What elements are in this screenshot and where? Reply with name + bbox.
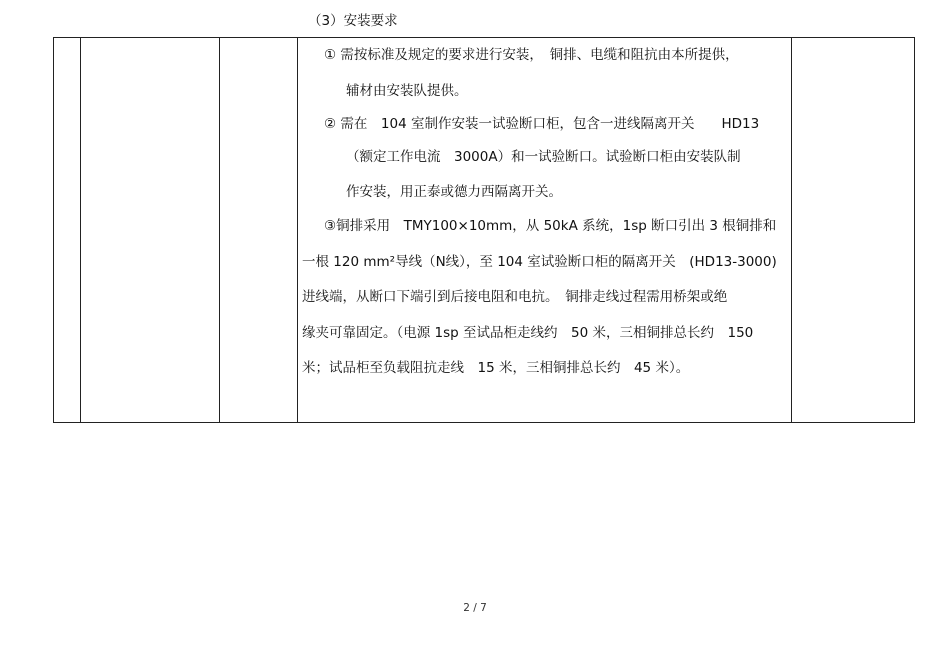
requirement-item-1: ① 需按标准及规定的要求进行安装， 铜排、电缆和阻抗由本所提供， — [324, 47, 739, 63]
requirement-item-3-continued: 一根 120 mm²导线（N线），至 104 室试验断口柜的隔离开关 (HD13-3000) — [302, 254, 777, 270]
requirement-item-1-continued: 辅材由安装队提供。 — [346, 83, 468, 99]
table-column-divider — [80, 38, 81, 422]
requirement-item-2-continued: （额定工作电流 3000A）和一试验断口。试验断口柜由安装队制 — [346, 149, 741, 165]
requirement-item-3-continued: 进线端，从断口下端引到后接电阻和电抗。 铜排走线过程需用桥架或绝 — [302, 289, 728, 305]
section-heading: （3）安装要求 — [308, 13, 398, 29]
requirement-item-2: ② 需在 104 室制作安装一试验断口柜，包含一进线隔离开关 HD13 — [324, 116, 760, 132]
requirement-item-3-continued: 米；试品柜至负载阻抗走线 15 米，三相铜排总长约 45 米）。 — [302, 360, 690, 376]
installation-requirements-cell — [302, 13, 792, 384]
page-number: 2 / 7 — [463, 602, 487, 614]
table-column-divider — [219, 38, 220, 422]
table-column-divider — [297, 38, 298, 422]
requirement-item-3-continued: 缘夹可靠固定。（电源 1sp 至试品柜走线约 50 米，三相铜排总长约 150 — [302, 325, 754, 341]
requirement-item-3: ③铜排采用 TMY100×10mm，从 50kA 系统，1sp 断口引出 3 根铜排和 — [324, 218, 777, 234]
requirement-item-2-continued: 作安装，用正泰或德力西隔离开关。 — [346, 184, 562, 200]
